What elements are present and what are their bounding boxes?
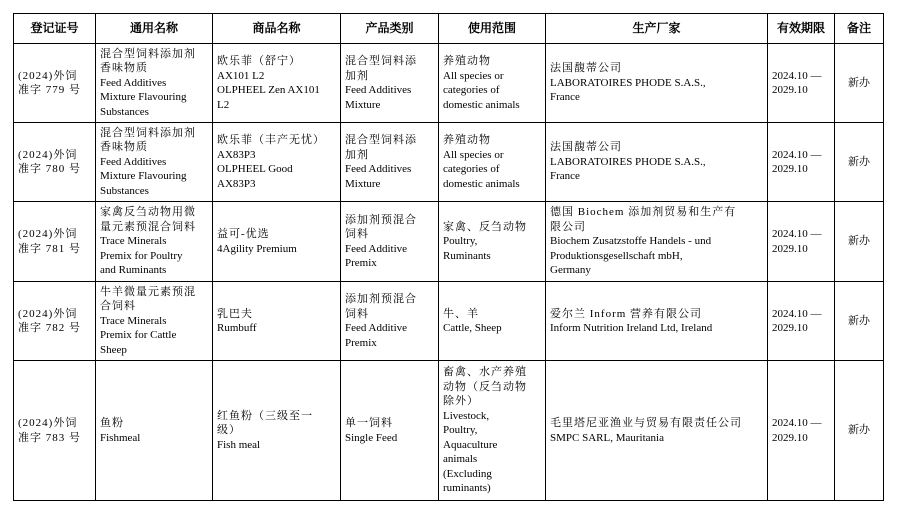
cell-line: Inform Nutrition Ireland Ltd, Ireland — [550, 322, 713, 334]
cell-line: (2024)外饲 — [18, 69, 78, 82]
cell-line: 2029.10 — [772, 163, 808, 175]
cell-line: Livestock, — [443, 409, 490, 422]
cell-line: Substances — [100, 105, 149, 118]
cell-line: 单一饲料 — [345, 417, 393, 429]
cell-line: Poultry, — [443, 424, 478, 437]
cell-line: 2029.10 — [772, 431, 808, 444]
cell-manufacturer — [546, 202, 768, 282]
cell-line: Feed Additives — [100, 76, 167, 89]
cell-line: and Ruminants — [100, 264, 167, 277]
cell-scope — [439, 282, 546, 361]
cell-line: All species or — [443, 69, 504, 82]
cell-line: 鱼粉 — [100, 417, 124, 429]
cell-line: 饲料 — [345, 228, 369, 240]
header-manufacturer: 生产厂家 — [546, 14, 768, 44]
cell-line: AX83P3 — [217, 177, 256, 190]
cell-line: 准字 779 号 — [18, 84, 81, 96]
cell-line: 畜禽、水产养殖 — [443, 366, 527, 379]
cell-line: 4Agility Premium — [217, 242, 297, 255]
cell-line: 加剂 — [345, 69, 369, 82]
cell-line: 动物（反刍动物 — [443, 380, 527, 393]
cell-line: 2029.10 — [772, 322, 808, 334]
cell-line: 养殖动物 — [443, 55, 491, 67]
cell-category — [341, 123, 439, 202]
cell-line: 家禽反刍动物用微 — [100, 206, 196, 219]
cell-line: 2024.10 — — [772, 69, 822, 82]
header-generic-name: 通用名称 — [96, 14, 213, 44]
cell-line: 准字 783 号 — [18, 431, 81, 444]
cell-category — [341, 361, 439, 501]
cell-line: France — [550, 170, 580, 183]
cell-line: 2029.10 — [772, 84, 808, 96]
cell-line: OLPHEEL Zen AX101 — [217, 84, 320, 96]
cell-line: AX83P3 — [217, 148, 256, 161]
cell-category — [341, 282, 439, 361]
cell-line: Premix — [345, 257, 377, 269]
cell-line: 混合型饲料添加剂 — [100, 47, 196, 60]
cell-manufacturer — [546, 361, 768, 501]
cell-line: 法国馥蒂公司 — [550, 62, 622, 75]
cell-scope — [439, 202, 546, 282]
cell-category — [341, 44, 439, 123]
cell-line: 准字 781 号 — [18, 242, 81, 255]
cell-line: (2024)外饲 — [18, 148, 78, 161]
cell-line: 限公司 — [550, 220, 586, 233]
header-trade-name: 商品名称 — [213, 14, 341, 44]
cell-manufacturer — [546, 282, 768, 361]
cell-line: 2024.10 — — [772, 417, 822, 429]
cell-line: 量元素预混合饲料 — [100, 220, 196, 233]
cell-line: 添加剂预混合 — [345, 293, 417, 305]
cell-note: 新办 — [835, 361, 884, 501]
cell-line: Fishmeal — [100, 431, 141, 444]
cell-line: France — [550, 91, 580, 104]
cell-reg-no — [14, 44, 96, 123]
cell-line: Single Feed — [345, 431, 398, 444]
cell-line: 牛羊微量元素预混 — [100, 285, 196, 298]
cell-line: Trace Minerals — [100, 235, 167, 248]
cell-manufacturer — [546, 44, 768, 123]
cell-line: Biochem Zusatzstoffe Handels - und — [550, 235, 712, 248]
cell-line: 德国 Biochem 添加剂贸易和生产有 — [550, 206, 737, 219]
cell-line: 合饲料 — [100, 300, 136, 313]
cell-note: 新办 — [835, 202, 884, 282]
cell-generic-name — [96, 202, 213, 282]
cell-line: Feed Additives — [100, 155, 167, 168]
cell-line: (2024)外饲 — [18, 417, 78, 429]
cell-line: 准字 780 号 — [18, 163, 81, 175]
cell-line: Feed Additive — [345, 242, 408, 255]
cell-line: 毛里塔尼亚渔业与贸易有限责任公司 — [550, 417, 742, 429]
cell-line: animals — [443, 453, 478, 466]
cell-line: (2024)外饲 — [18, 228, 78, 240]
cell-line: 红鱼粉（三级至一 — [217, 409, 313, 422]
cell-line: Mixture Flavouring — [100, 170, 187, 183]
cell-line: 混合型饲料添加剂 — [100, 126, 196, 139]
cell-generic-name — [96, 282, 213, 361]
table-row — [14, 202, 884, 282]
cell-category — [341, 202, 439, 282]
cell-line: domestic animals — [443, 177, 520, 190]
cell-reg-no — [14, 202, 96, 282]
cell-line: Trace Minerals — [100, 314, 167, 327]
cell-line: Premix for Poultry — [100, 249, 183, 262]
cell-line: Cattle, Sheep — [443, 322, 502, 334]
cell-line: Mixture Flavouring — [100, 91, 187, 104]
registration-table — [13, 13, 884, 501]
cell-line: 香味物质 — [100, 141, 148, 154]
cell-line: 欧乐菲（舒宁） — [217, 55, 301, 67]
cell-line: 混合型饲料添 — [345, 134, 417, 146]
cell-line: 牛、羊 — [443, 307, 479, 320]
table-row — [14, 282, 884, 361]
cell-line: Mixture — [345, 177, 381, 190]
header-reg-no: 登记证号 — [14, 14, 96, 44]
cell-scope — [439, 44, 546, 123]
cell-line: ruminants) — [443, 482, 491, 495]
cell-line: 法国馥蒂公司 — [550, 141, 622, 154]
cell-line: AX101 L2 — [217, 69, 265, 82]
cell-line: Premix — [345, 336, 377, 349]
header-note: 备注 — [835, 14, 884, 44]
cell-line: 2024.10 — — [772, 228, 822, 240]
cell-validity — [768, 361, 835, 501]
cell-line: L2 — [217, 98, 230, 111]
cell-line: 欧乐菲（丰产无忧） — [217, 134, 325, 146]
cell-line: Poultry, — [443, 235, 478, 248]
cell-note: 新办 — [835, 282, 884, 361]
cell-scope — [439, 123, 546, 202]
cell-line: 2024.10 — — [772, 307, 822, 320]
cell-line: 饲料 — [345, 307, 369, 320]
cell-validity — [768, 44, 835, 123]
cell-validity — [768, 282, 835, 361]
header-scope: 使用范围 — [439, 14, 546, 44]
cell-note: 新办 — [835, 123, 884, 202]
cell-line: 爱尔兰 Inform 营养有限公司 — [550, 307, 703, 320]
cell-line: Rumbuff — [217, 322, 257, 334]
cell-line: 家禽、反刍动物 — [443, 220, 527, 233]
cell-line: Substances — [100, 184, 149, 197]
cell-line: 养殖动物 — [443, 134, 491, 146]
cell-line: domestic animals — [443, 98, 520, 111]
cell-manufacturer — [546, 123, 768, 202]
cell-line: 2024.10 — — [772, 148, 822, 161]
cell-line: Feed Additives — [345, 163, 412, 175]
cell-line: Feed Additives — [345, 84, 412, 96]
cell-line: LABORATOIRES PHODE S.A.S., — [550, 76, 706, 89]
cell-generic-name — [96, 361, 213, 501]
registration-table-container — [13, 13, 883, 501]
cell-line: 混合型饲料添 — [345, 55, 417, 67]
cell-scope — [439, 361, 546, 501]
cell-line: Produktionsgesellschaft mbH, — [550, 249, 683, 262]
table-row — [14, 361, 884, 501]
cell-trade-name — [213, 44, 341, 123]
header-validity: 有效期限 — [768, 14, 835, 44]
cell-validity — [768, 123, 835, 202]
cell-line: 乳巴夫 — [217, 307, 253, 320]
cell-line: Mixture — [345, 98, 381, 111]
cell-line: 益可-优选 — [217, 228, 270, 240]
cell-line: (2024)外饲 — [18, 307, 78, 320]
cell-line: Feed Additive — [345, 322, 408, 334]
table-row — [14, 123, 884, 202]
cell-line: 除外） — [443, 395, 479, 408]
cell-validity — [768, 202, 835, 282]
cell-line: Fish meal — [217, 438, 261, 451]
cell-trade-name — [213, 123, 341, 202]
cell-line: 香味物质 — [100, 62, 148, 75]
cell-line: 添加剂预混合 — [345, 213, 417, 226]
cell-line: categories of — [443, 163, 500, 175]
table-row — [14, 44, 884, 123]
cell-line: LABORATOIRES PHODE S.A.S., — [550, 155, 706, 168]
cell-line: OLPHEEL Good — [217, 163, 293, 175]
cell-line: 准字 782 号 — [18, 322, 81, 334]
cell-reg-no — [14, 361, 96, 501]
cell-line: All species or — [443, 148, 504, 161]
cell-trade-name — [213, 282, 341, 361]
cell-trade-name — [213, 202, 341, 282]
cell-line: SMPC SARL, Mauritania — [550, 431, 664, 444]
cell-reg-no — [14, 123, 96, 202]
cell-line: (Excluding — [443, 467, 492, 480]
cell-note: 新办 — [835, 44, 884, 123]
cell-line: Aquaculture — [443, 438, 498, 451]
table-header-row — [14, 14, 884, 44]
cell-line: Premix for Cattle — [100, 329, 177, 342]
cell-line: Germany — [550, 264, 591, 277]
cell-line: 级） — [217, 424, 241, 437]
cell-line: 2029.10 — [772, 242, 808, 255]
cell-reg-no — [14, 282, 96, 361]
cell-line: categories of — [443, 84, 500, 96]
cell-trade-name — [213, 361, 341, 501]
cell-line: Ruminants — [443, 249, 491, 262]
cell-line: Sheep — [100, 343, 127, 356]
cell-line: 加剂 — [345, 148, 369, 161]
cell-generic-name — [96, 44, 213, 123]
cell-generic-name — [96, 123, 213, 202]
header-category: 产品类别 — [341, 14, 439, 44]
